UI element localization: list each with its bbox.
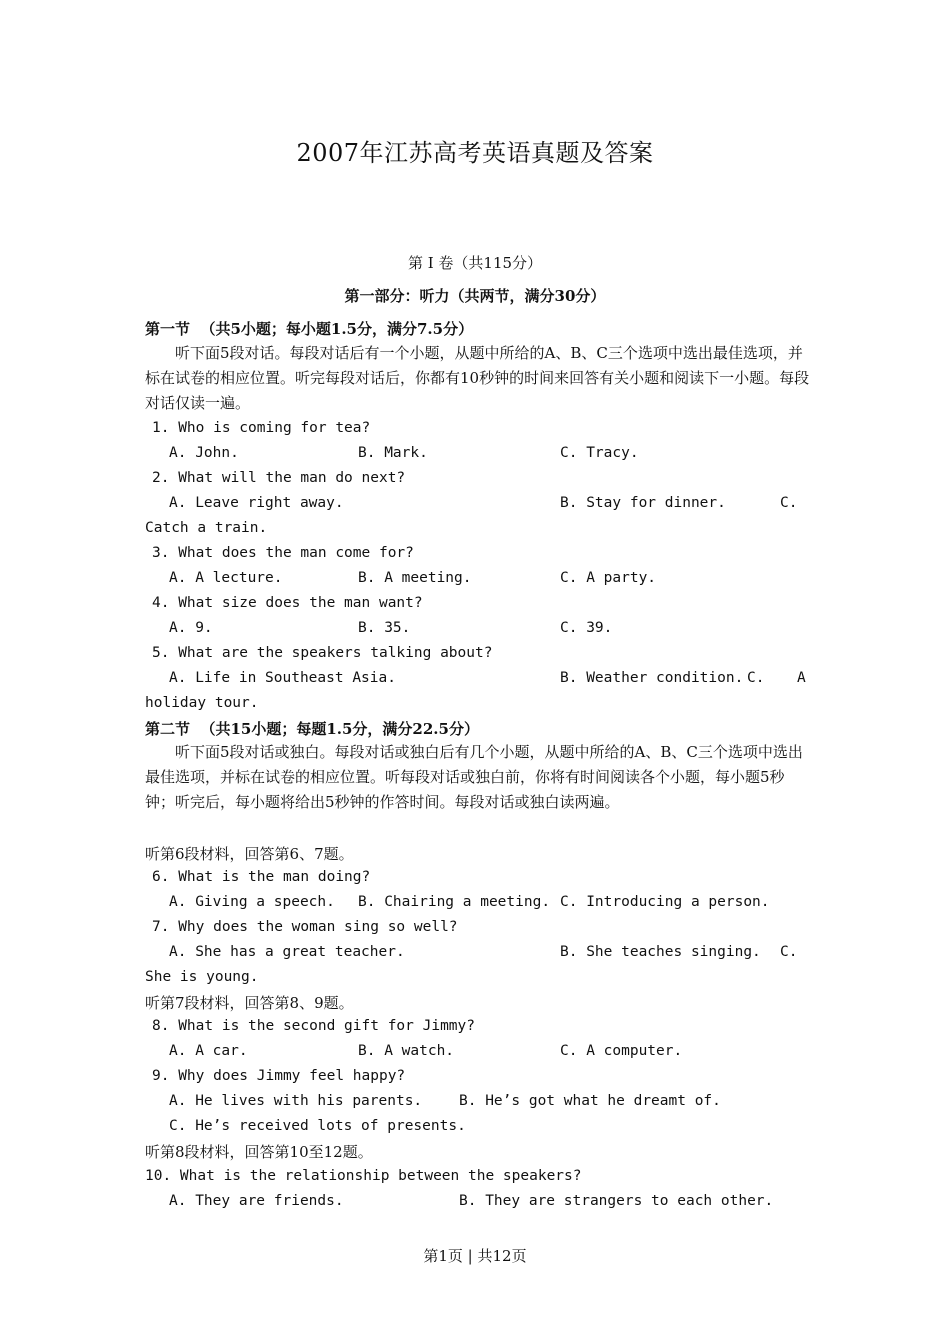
question-6-stem: 6. What is the man doing? xyxy=(152,869,371,885)
question-10-option-b: B. They are strangers to each other. xyxy=(459,1193,774,1209)
question-3-option-b: B. A meeting. xyxy=(358,570,472,586)
question-6-option-a: A. Giving a speech. xyxy=(169,894,335,910)
material-7-label: 听第7段材料，回答第8、9题。 xyxy=(145,994,354,1012)
question-4-option-c: C. 39. xyxy=(560,620,613,636)
page-footer: 第1页 | 共12页 xyxy=(423,1247,527,1265)
volume-heading: 第 I 卷（共115分） xyxy=(407,254,543,272)
question-1-option-a: A. John. xyxy=(169,445,239,461)
question-9-option-b: B. He’s got what he dreamt of. xyxy=(459,1093,721,1109)
question-4-stem: 4. What size does the man want? xyxy=(152,595,423,611)
question-7-option-c-text: She is young. xyxy=(145,969,259,985)
document-title: 2007年江苏高考英语真题及答案 xyxy=(296,139,654,167)
part1-heading: 第一部分：听力（共两节，满分30分） xyxy=(344,287,606,305)
material-8-label: 听第8段材料，回答第10至12题。 xyxy=(145,1143,373,1161)
question-7-stem: 7. Why does the woman sing so well? xyxy=(152,919,458,935)
question-10-stem: 10. What is the relationship between the speakers? xyxy=(145,1168,582,1184)
question-9-option-a: A. He lives with his parents. xyxy=(169,1093,423,1109)
section1-instructions: 听下面5段对话。每段对话后有一个小题，从题中所给的A、B、C三个选项中选出最佳选项，并标在试卷的相应位置。听完每段对话后，你都有10秒钟的时间来回答有关小题和阅读下一小题。每段对话仅读一遍。 xyxy=(145,344,810,412)
question-5-option-c: C. xyxy=(747,670,765,686)
question-2-option-c-text: Catch a train. xyxy=(145,520,268,536)
question-8-option-b: B. A watch. xyxy=(358,1043,455,1059)
question-1-stem: 1. Who is coming for tea? xyxy=(152,420,371,436)
question-4-option-b: B. 35. xyxy=(358,620,411,636)
question-7-option-b: B. She teaches singing. xyxy=(560,944,761,960)
question-10-option-a: A. They are friends. xyxy=(169,1193,344,1209)
question-2-option-c: C. xyxy=(780,495,798,511)
question-8-stem: 8. What is the second gift for Jimmy? xyxy=(152,1018,476,1034)
section2-instructions: 听下面5段对话或独白。每段对话或独白后有几个小题，从题中所给的A、B、C三个选项中选出最佳选项，并标在试卷的相应位置。听每段对话或独白前，你将有时间阅读各个小题，每小题5秒钟；听完后，每小题将给出5秒钟的作答时间。每段对话或独白读两遍。 xyxy=(145,743,803,811)
question-3-option-a: A. A lecture. xyxy=(169,570,283,586)
material-6-label: 听第6段材料，回答第6、7题。 xyxy=(145,845,354,863)
question-5-option-c-text: holiday tour. xyxy=(145,695,259,711)
question-5-option-a: A. Life in Southeast Asia. xyxy=(169,670,396,686)
question-6-option-b: B. Chairing a meeting. xyxy=(358,894,551,910)
question-6-option-c: C. Introducing a person. xyxy=(560,894,770,910)
question-3-stem: 3. What does the man come for? xyxy=(152,545,414,561)
section1-heading: 第一节 （共5小题；每小题1.5分，满分7.5分） xyxy=(145,320,474,338)
question-8-option-a: A. A car. xyxy=(169,1043,248,1059)
question-7-option-a: A. She has a great teacher. xyxy=(169,944,405,960)
question-3-option-c: C. A party. xyxy=(560,570,657,586)
question-8-option-c: C. A computer. xyxy=(560,1043,683,1059)
question-1-option-c: C. Tracy. xyxy=(560,445,639,461)
question-9-stem: 9. Why does Jimmy feel happy? xyxy=(152,1068,406,1084)
question-2-stem: 2. What will the man do next? xyxy=(152,470,406,486)
question-5-stem: 5. What are the speakers talking about? xyxy=(152,645,493,661)
question-4-option-a: A. 9. xyxy=(169,620,213,636)
question-9-option-c: C. He’s received lots of presents. xyxy=(169,1118,466,1134)
question-1-option-b: B. Mark. xyxy=(358,445,428,461)
question-2-option-a: A. Leave right away. xyxy=(169,495,344,511)
question-5-option-b: B. Weather condition. xyxy=(560,670,744,686)
question-5-option-c-word: A xyxy=(797,670,806,686)
question-7-option-c: C. xyxy=(780,944,798,960)
question-2-option-b: B. Stay for dinner. xyxy=(560,495,726,511)
section2-heading: 第二节 （共15小题；每题1.5分，满分22.5分） xyxy=(145,720,479,738)
